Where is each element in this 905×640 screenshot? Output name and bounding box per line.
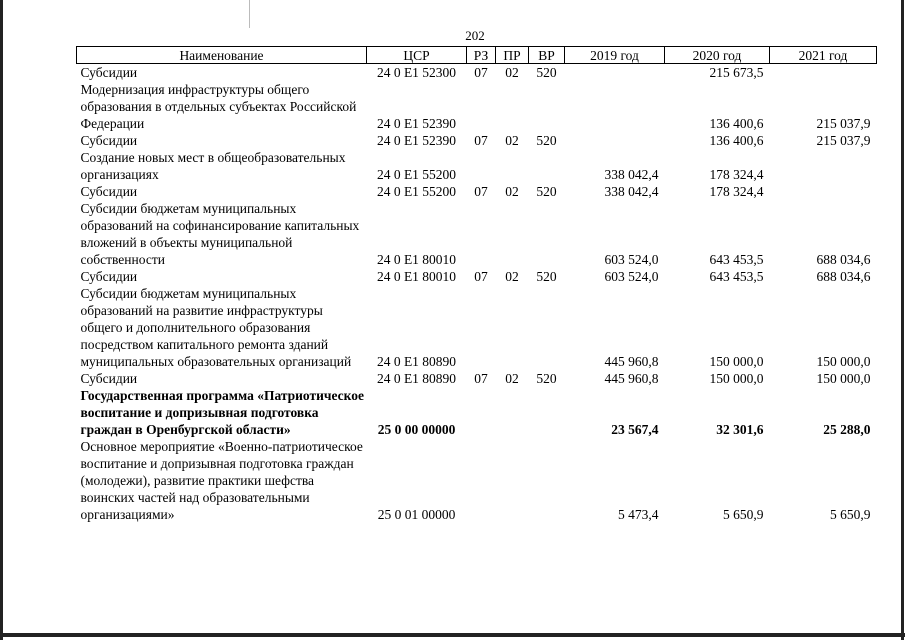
row-vr (529, 149, 565, 183)
row-vr (529, 81, 565, 132)
row-pr (496, 81, 529, 132)
header-pr: ПР (496, 47, 529, 64)
scan-border-bottom (0, 633, 905, 637)
row-csr: 24 0 E1 80890 (376, 354, 457, 369)
row-vr: 520 (536, 133, 557, 148)
row-rz (467, 81, 496, 132)
table-row (77, 183, 877, 200)
row-2020: 215 673,5 (709, 65, 764, 80)
row-2021 (770, 64, 877, 82)
row-name: Субсидии бюджетам муниципальных образований на софинансирование капитальных вложений в объекты муниципальной собственности (80, 201, 360, 267)
row-rz (467, 285, 496, 370)
table-row (77, 285, 877, 370)
row-rz: 07 (474, 133, 488, 148)
row-2020: 136 400,6 (709, 116, 764, 131)
row-pr (496, 149, 529, 183)
header-2019: 2019 год (565, 47, 665, 64)
row-2020: 150 000,0 (709, 371, 764, 386)
table-row (77, 370, 877, 387)
table-row (77, 132, 877, 149)
row-pr (496, 285, 529, 370)
row-rz: 07 (474, 269, 488, 284)
table-body (77, 64, 877, 524)
row-rz: 07 (474, 65, 488, 80)
row-2019 (565, 64, 665, 82)
table-row (77, 200, 877, 268)
row-vr (529, 285, 565, 370)
table-row (77, 268, 877, 285)
row-2019: 5 473,4 (618, 507, 659, 522)
table-row (77, 64, 877, 82)
scan-artifact-line (249, 0, 250, 28)
row-csr: 24 0 E1 55200 (376, 167, 457, 182)
header-vr: ВР (529, 47, 565, 64)
row-2021: 150 000,0 (816, 354, 871, 369)
row-2019: 23 567,4 (611, 422, 659, 437)
row-2019: 445 960,8 (604, 354, 659, 369)
row-vr (529, 200, 565, 268)
row-2019 (565, 81, 665, 132)
row-csr: 25 0 01 00000 (377, 507, 456, 522)
row-2020: 32 301,6 (716, 422, 764, 437)
row-csr: 24 0 E1 52390 (376, 133, 457, 148)
scan-border-left (0, 0, 3, 640)
row-2021 (770, 183, 877, 200)
row-vr (529, 387, 565, 438)
row-2019: 603 524,0 (604, 252, 659, 267)
row-name: Субсидии (80, 184, 138, 199)
row-vr: 520 (536, 184, 557, 199)
row-vr: 520 (536, 269, 557, 284)
row-2021: 150 000,0 (816, 371, 871, 386)
row-2021: 688 034,6 (816, 252, 871, 267)
row-2021 (770, 149, 877, 183)
row-name: Государственная программа «Патриотическое воспитание и допризывная подготовка граждан в Оренбургской области» (80, 388, 365, 437)
row-2021: 215 037,9 (816, 116, 871, 131)
table-row (77, 387, 877, 438)
row-name: Субсидии (80, 371, 138, 386)
row-name: Субсидии бюджетам муниципальных образований на развитие инфраструктуры общего и дополнительного образования посредством капитального ремонта зданий муниципальных образовательных организаций (80, 286, 352, 369)
row-pr: 02 (505, 184, 519, 199)
row-pr: 02 (505, 65, 519, 80)
row-2019: 338 042,4 (604, 184, 659, 199)
row-2019: 338 042,4 (604, 167, 659, 182)
scan-border-right (901, 0, 904, 640)
row-2019: 603 524,0 (604, 269, 659, 284)
row-vr (529, 438, 565, 523)
header-2021: 2021 год (770, 47, 877, 64)
row-csr: 24 0 E1 52300 (376, 65, 457, 80)
table-row (77, 81, 877, 132)
row-pr: 02 (505, 133, 519, 148)
row-2020: 136 400,6 (709, 133, 764, 148)
row-csr: 25 0 00 00000 (377, 422, 456, 437)
row-2021: 688 034,6 (816, 269, 871, 284)
row-2021: 25 288,0 (823, 422, 871, 437)
row-2019: 445 960,8 (604, 371, 659, 386)
row-2021: 5 650,9 (830, 507, 871, 522)
row-name: Субсидии (80, 269, 138, 284)
row-rz (467, 200, 496, 268)
page-number: 202 (465, 28, 485, 43)
table-row (77, 149, 877, 183)
row-2020: 178 324,4 (709, 167, 764, 182)
header-2020: 2020 год (665, 47, 770, 64)
row-rz: 07 (474, 371, 488, 386)
row-2020: 5 650,9 (723, 507, 764, 522)
row-rz (467, 438, 496, 523)
budget-table (76, 46, 877, 523)
row-pr (496, 438, 529, 523)
row-2020: 150 000,0 (709, 354, 764, 369)
row-vr: 520 (536, 371, 557, 386)
row-2021: 215 037,9 (816, 133, 871, 148)
row-2020: 643 453,5 (709, 269, 764, 284)
row-name: Субсидии (80, 65, 138, 80)
header-rz: РЗ (467, 47, 496, 64)
table-header (77, 47, 877, 64)
row-csr: 24 0 E1 80890 (376, 371, 457, 386)
row-rz: 07 (474, 184, 488, 199)
row-name: Основное мероприятие «Военно-патриотическое воспитание и допризывная подготовка граждан (молодежи), развитие практики шефства воинских частей над образовательными организациями» (80, 439, 363, 522)
row-csr: 24 0 E1 55200 (376, 184, 457, 199)
row-pr: 02 (505, 269, 519, 284)
row-pr (496, 200, 529, 268)
row-2019 (565, 132, 665, 149)
row-pr (496, 387, 529, 438)
table-row (77, 438, 877, 523)
row-name: Создание новых мест в общеобразовательных организациях (80, 150, 346, 182)
row-name: Модернизация инфраструктуры общего образования в отдельных субъектах Российской Федерации (80, 82, 357, 131)
row-2020: 643 453,5 (709, 252, 764, 267)
header-name: Наименование (77, 47, 367, 64)
row-vr: 520 (536, 65, 557, 80)
row-rz (467, 387, 496, 438)
row-rz (467, 149, 496, 183)
row-name: Субсидии (80, 133, 138, 148)
row-pr: 02 (505, 371, 519, 386)
row-csr: 24 0 E1 80010 (376, 269, 457, 284)
row-2020: 178 324,4 (709, 184, 764, 199)
row-csr: 24 0 E1 80010 (376, 252, 457, 267)
header-csr: ЦСР (367, 47, 467, 64)
row-csr: 24 0 E1 52390 (376, 116, 457, 131)
